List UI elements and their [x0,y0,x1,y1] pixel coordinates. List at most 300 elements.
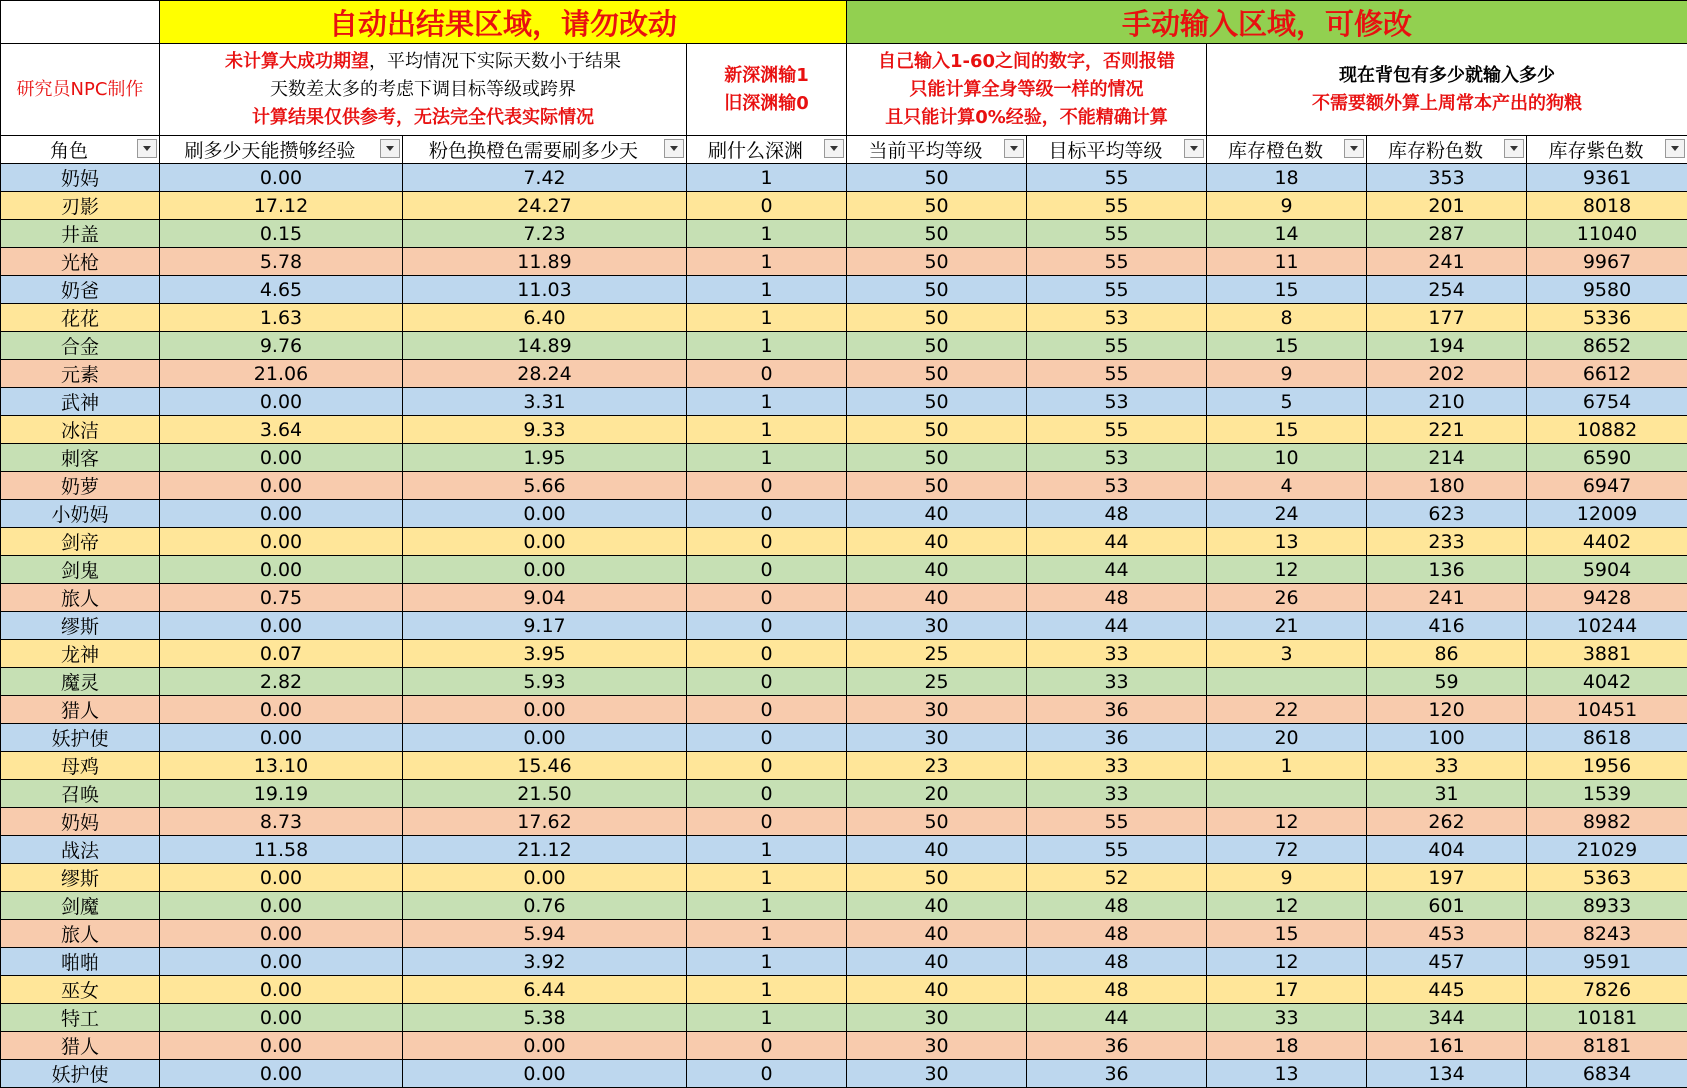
target-level-cell[interactable]: 33 [1027,640,1207,668]
pink-to-orange-days-cell[interactable]: 0.00 [403,500,687,528]
current-level-cell[interactable]: 30 [847,1060,1027,1088]
orange-stock-cell[interactable]: 15 [1207,416,1367,444]
character-name-cell[interactable]: 旅人 [1,920,160,948]
target-level-cell[interactable]: 53 [1027,444,1207,472]
purple-stock-cell[interactable]: 8181 [1527,1032,1687,1060]
abyss-type-cell[interactable]: 1 [687,332,847,360]
character-name-cell[interactable]: 剑魔 [1,892,160,920]
pink-stock-cell[interactable]: 233 [1367,528,1527,556]
pink-to-orange-days-cell[interactable]: 0.76 [403,892,687,920]
target-level-cell[interactable]: 55 [1027,332,1207,360]
orange-stock-cell[interactable]: 12 [1207,808,1367,836]
level-note[interactable] [847,44,1207,136]
days-for-exp-cell[interactable]: 0.00 [160,696,403,724]
days-for-exp-cell[interactable]: 17.12 [160,192,403,220]
abyss-type-cell[interactable]: 1 [687,416,847,444]
orange-stock-cell[interactable]: 15 [1207,332,1367,360]
days-for-exp-cell[interactable]: 0.00 [160,1004,403,1032]
abyss-type-cell[interactable]: 0 [687,1032,847,1060]
filter-dropdown-icon[interactable] [380,139,400,158]
days-for-exp-cell[interactable]: 19.19 [160,780,403,808]
orange-stock-cell[interactable]: 1 [1207,752,1367,780]
pink-stock-cell[interactable]: 197 [1367,864,1527,892]
orange-stock-cell[interactable] [1207,780,1367,808]
column-header[interactable] [1367,136,1527,164]
purple-stock-cell[interactable]: 8618 [1527,724,1687,752]
column-header[interactable] [1207,136,1367,164]
pink-stock-cell[interactable]: 623 [1367,500,1527,528]
pink-to-orange-days-cell[interactable]: 0.00 [403,724,687,752]
pink-to-orange-days-cell[interactable]: 24.27 [403,192,687,220]
current-level-cell[interactable]: 50 [847,864,1027,892]
days-for-exp-cell[interactable]: 0.00 [160,444,403,472]
orange-stock-cell[interactable]: 15 [1207,920,1367,948]
purple-stock-cell[interactable]: 4042 [1527,668,1687,696]
purple-stock-cell[interactable]: 10244 [1527,612,1687,640]
pink-stock-cell[interactable]: 177 [1367,304,1527,332]
purple-stock-cell[interactable]: 7826 [1527,976,1687,1004]
orange-stock-cell[interactable]: 12 [1207,892,1367,920]
current-level-cell[interactable]: 50 [847,220,1027,248]
character-name-cell[interactable]: 召唤 [1,780,160,808]
character-name-cell[interactable]: 奶妈 [1,164,160,192]
pink-to-orange-days-cell[interactable]: 5.93 [403,668,687,696]
current-level-cell[interactable]: 50 [847,164,1027,192]
pink-to-orange-days-cell[interactable]: 0.00 [403,1032,687,1060]
current-level-cell[interactable]: 50 [847,472,1027,500]
pink-stock-cell[interactable]: 180 [1367,472,1527,500]
character-name-cell[interactable]: 剑帝 [1,528,160,556]
orange-stock-cell[interactable]: 9 [1207,192,1367,220]
pink-stock-cell[interactable]: 221 [1367,416,1527,444]
days-for-exp-cell[interactable]: 0.00 [160,976,403,1004]
character-name-cell[interactable]: 奶爸 [1,276,160,304]
abyss-type-cell[interactable]: 1 [687,836,847,864]
purple-stock-cell[interactable]: 6612 [1527,360,1687,388]
filter-dropdown-icon[interactable] [1344,139,1364,158]
orange-stock-cell[interactable]: 12 [1207,948,1367,976]
filter-dropdown-icon[interactable] [1184,139,1204,158]
days-for-exp-cell[interactable]: 0.00 [160,724,403,752]
orange-stock-cell[interactable]: 18 [1207,1032,1367,1060]
orange-stock-cell[interactable]: 15 [1207,276,1367,304]
purple-stock-cell[interactable]: 5904 [1527,556,1687,584]
days-for-exp-cell[interactable]: 1.63 [160,304,403,332]
days-for-exp-cell[interactable]: 0.00 [160,948,403,976]
purple-stock-cell[interactable]: 6590 [1527,444,1687,472]
target-level-cell[interactable]: 44 [1027,612,1207,640]
target-level-cell[interactable]: 48 [1027,948,1207,976]
character-name-cell[interactable]: 特工 [1,1004,160,1032]
filter-dropdown-icon[interactable] [1504,139,1524,158]
current-level-cell[interactable]: 50 [847,388,1027,416]
purple-stock-cell[interactable]: 1956 [1527,752,1687,780]
current-level-cell[interactable]: 40 [847,892,1027,920]
pink-to-orange-days-cell[interactable]: 9.17 [403,612,687,640]
abyss-type-cell[interactable]: 1 [687,948,847,976]
abyss-note[interactable] [687,44,847,136]
days-for-exp-cell[interactable]: 9.76 [160,332,403,360]
pink-stock-cell[interactable]: 445 [1367,976,1527,1004]
pink-stock-cell[interactable]: 31 [1367,780,1527,808]
abyss-type-cell[interactable]: 0 [687,556,847,584]
target-level-cell[interactable]: 53 [1027,304,1207,332]
purple-stock-cell[interactable]: 8243 [1527,920,1687,948]
current-level-cell[interactable]: 50 [847,192,1027,220]
character-name-cell[interactable]: 猎人 [1,1032,160,1060]
pink-to-orange-days-cell[interactable]: 21.50 [403,780,687,808]
target-level-cell[interactable]: 48 [1027,892,1207,920]
character-name-cell[interactable]: 奶妈 [1,808,160,836]
purple-stock-cell[interactable]: 9580 [1527,276,1687,304]
purple-stock-cell[interactable]: 3881 [1527,640,1687,668]
abyss-type-cell[interactable]: 0 [687,808,847,836]
abyss-type-cell[interactable]: 0 [687,192,847,220]
days-for-exp-cell[interactable]: 0.00 [160,528,403,556]
target-level-cell[interactable]: 44 [1027,528,1207,556]
pink-stock-cell[interactable]: 134 [1367,1060,1527,1088]
character-name-cell[interactable]: 魔灵 [1,668,160,696]
days-for-exp-cell[interactable]: 11.58 [160,836,403,864]
current-level-cell[interactable]: 25 [847,640,1027,668]
filter-dropdown-icon[interactable] [1665,139,1685,158]
pink-to-orange-days-cell[interactable]: 14.89 [403,332,687,360]
manual-zone-title[interactable]: 手动输入区域，可修改 [847,1,1687,44]
pink-stock-cell[interactable]: 241 [1367,584,1527,612]
abyss-type-cell[interactable]: 0 [687,668,847,696]
pink-stock-cell[interactable]: 344 [1367,1004,1527,1032]
pink-to-orange-days-cell[interactable]: 11.89 [403,248,687,276]
pink-stock-cell[interactable]: 202 [1367,360,1527,388]
character-name-cell[interactable]: 光枪 [1,248,160,276]
pink-stock-cell[interactable]: 59 [1367,668,1527,696]
pink-to-orange-days-cell[interactable]: 21.12 [403,836,687,864]
pink-to-orange-days-cell[interactable]: 9.33 [403,416,687,444]
target-level-cell[interactable]: 36 [1027,724,1207,752]
target-level-cell[interactable]: 55 [1027,360,1207,388]
abyss-type-cell[interactable]: 0 [687,1060,847,1088]
days-for-exp-cell[interactable]: 0.15 [160,220,403,248]
target-level-cell[interactable]: 53 [1027,388,1207,416]
purple-stock-cell[interactable]: 11040 [1527,220,1687,248]
purple-stock-cell[interactable]: 5363 [1527,864,1687,892]
current-level-cell[interactable]: 30 [847,612,1027,640]
orange-stock-cell[interactable]: 13 [1207,528,1367,556]
current-level-cell[interactable]: 30 [847,696,1027,724]
orange-stock-cell[interactable] [1207,668,1367,696]
character-name-cell[interactable]: 旅人 [1,584,160,612]
orange-stock-cell[interactable]: 13 [1207,1060,1367,1088]
target-level-cell[interactable]: 48 [1027,500,1207,528]
days-for-exp-cell[interactable]: 0.00 [160,1032,403,1060]
purple-stock-cell[interactable]: 9428 [1527,584,1687,612]
pink-to-orange-days-cell[interactable]: 15.46 [403,752,687,780]
filter-dropdown-icon[interactable] [664,139,684,158]
character-name-cell[interactable]: 小奶妈 [1,500,160,528]
abyss-type-cell[interactable]: 0 [687,752,847,780]
orange-stock-cell[interactable]: 10 [1207,444,1367,472]
purple-stock-cell[interactable]: 9361 [1527,164,1687,192]
purple-stock-cell[interactable]: 8982 [1527,808,1687,836]
filter-dropdown-icon[interactable] [824,139,844,158]
pink-stock-cell[interactable]: 416 [1367,612,1527,640]
current-level-cell[interactable]: 40 [847,556,1027,584]
purple-stock-cell[interactable]: 12009 [1527,500,1687,528]
auto-zone-note[interactable] [160,44,687,136]
current-level-cell[interactable]: 20 [847,780,1027,808]
auto-zone-title[interactable]: 自动出结果区域，请勿改动 [160,1,847,44]
orange-stock-cell[interactable]: 14 [1207,220,1367,248]
pink-to-orange-days-cell[interactable]: 3.92 [403,948,687,976]
target-level-cell[interactable]: 52 [1027,864,1207,892]
purple-stock-cell[interactable]: 8018 [1527,192,1687,220]
current-level-cell[interactable]: 40 [847,528,1027,556]
character-name-cell[interactable]: 刃影 [1,192,160,220]
character-name-cell[interactable]: 缪斯 [1,864,160,892]
character-name-cell[interactable]: 花花 [1,304,160,332]
pink-to-orange-days-cell[interactable]: 9.04 [403,584,687,612]
current-level-cell[interactable]: 50 [847,332,1027,360]
abyss-type-cell[interactable]: 0 [687,696,847,724]
purple-stock-cell[interactable]: 6834 [1527,1060,1687,1088]
pink-to-orange-days-cell[interactable]: 3.95 [403,640,687,668]
character-name-cell[interactable]: 猎人 [1,696,160,724]
current-level-cell[interactable]: 40 [847,584,1027,612]
current-level-cell[interactable]: 50 [847,276,1027,304]
current-level-cell[interactable]: 40 [847,836,1027,864]
orange-stock-cell[interactable]: 26 [1207,584,1367,612]
column-header[interactable] [1527,136,1687,164]
abyss-type-cell[interactable]: 0 [687,500,847,528]
pink-to-orange-days-cell[interactable]: 5.38 [403,1004,687,1032]
abyss-type-cell[interactable]: 1 [687,976,847,1004]
character-name-cell[interactable]: 奶萝 [1,472,160,500]
pink-to-orange-days-cell[interactable]: 5.66 [403,472,687,500]
current-level-cell[interactable]: 50 [847,304,1027,332]
days-for-exp-cell[interactable]: 13.10 [160,752,403,780]
target-level-cell[interactable]: 55 [1027,248,1207,276]
purple-stock-cell[interactable]: 9591 [1527,948,1687,976]
target-level-cell[interactable]: 48 [1027,920,1207,948]
character-name-cell[interactable]: 元素 [1,360,160,388]
pink-to-orange-days-cell[interactable]: 11.03 [403,276,687,304]
days-for-exp-cell[interactable]: 0.00 [160,472,403,500]
abyss-type-cell[interactable]: 0 [687,780,847,808]
pink-stock-cell[interactable]: 136 [1367,556,1527,584]
column-header[interactable] [403,136,687,164]
target-level-cell[interactable]: 55 [1027,276,1207,304]
target-level-cell[interactable]: 33 [1027,668,1207,696]
current-level-cell[interactable]: 40 [847,920,1027,948]
target-level-cell[interactable]: 33 [1027,780,1207,808]
orange-stock-cell[interactable]: 20 [1207,724,1367,752]
current-level-cell[interactable]: 50 [847,416,1027,444]
days-for-exp-cell[interactable]: 5.78 [160,248,403,276]
pink-stock-cell[interactable]: 33 [1367,752,1527,780]
current-level-cell[interactable]: 30 [847,724,1027,752]
target-level-cell[interactable]: 36 [1027,1060,1207,1088]
filter-dropdown-icon[interactable] [137,139,157,158]
abyss-type-cell[interactable]: 1 [687,220,847,248]
pink-stock-cell[interactable]: 254 [1367,276,1527,304]
column-header[interactable] [160,136,403,164]
pink-stock-cell[interactable]: 161 [1367,1032,1527,1060]
current-level-cell[interactable]: 40 [847,976,1027,1004]
abyss-type-cell[interactable]: 1 [687,892,847,920]
orange-stock-cell[interactable]: 8 [1207,304,1367,332]
purple-stock-cell[interactable]: 8933 [1527,892,1687,920]
days-for-exp-cell[interactable]: 0.00 [160,892,403,920]
target-level-cell[interactable]: 55 [1027,192,1207,220]
pink-stock-cell[interactable]: 262 [1367,808,1527,836]
days-for-exp-cell[interactable]: 21.06 [160,360,403,388]
purple-stock-cell[interactable]: 8652 [1527,332,1687,360]
orange-stock-cell[interactable]: 9 [1207,864,1367,892]
pink-stock-cell[interactable]: 214 [1367,444,1527,472]
pink-stock-cell[interactable]: 404 [1367,836,1527,864]
pink-stock-cell[interactable]: 287 [1367,220,1527,248]
pink-stock-cell[interactable]: 353 [1367,164,1527,192]
abyss-type-cell[interactable]: 1 [687,444,847,472]
target-level-cell[interactable]: 36 [1027,696,1207,724]
days-for-exp-cell[interactable]: 3.64 [160,416,403,444]
pink-to-orange-days-cell[interactable]: 17.62 [403,808,687,836]
abyss-type-cell[interactable]: 1 [687,1004,847,1032]
character-name-cell[interactable]: 剑鬼 [1,556,160,584]
character-name-cell[interactable]: 巫女 [1,976,160,1004]
purple-stock-cell[interactable]: 6754 [1527,388,1687,416]
pink-stock-cell[interactable]: 120 [1367,696,1527,724]
orange-stock-cell[interactable]: 24 [1207,500,1367,528]
pink-to-orange-days-cell[interactable]: 0.00 [403,1060,687,1088]
days-for-exp-cell[interactable]: 0.00 [160,164,403,192]
character-name-cell[interactable]: 刺客 [1,444,160,472]
target-level-cell[interactable]: 53 [1027,472,1207,500]
character-name-cell[interactable]: 龙神 [1,640,160,668]
character-name-cell[interactable]: 武神 [1,388,160,416]
pink-stock-cell[interactable]: 601 [1367,892,1527,920]
character-name-cell[interactable]: 合金 [1,332,160,360]
current-level-cell[interactable]: 23 [847,752,1027,780]
abyss-type-cell[interactable]: 0 [687,360,847,388]
pink-to-orange-days-cell[interactable]: 7.23 [403,220,687,248]
current-level-cell[interactable]: 50 [847,444,1027,472]
orange-stock-cell[interactable]: 9 [1207,360,1367,388]
abyss-type-cell[interactable]: 1 [687,920,847,948]
abyss-type-cell[interactable]: 0 [687,472,847,500]
abyss-type-cell[interactable]: 1 [687,164,847,192]
character-name-cell[interactable]: 啪啪 [1,948,160,976]
target-level-cell[interactable]: 55 [1027,416,1207,444]
purple-stock-cell[interactable]: 9967 [1527,248,1687,276]
column-header[interactable] [847,136,1027,164]
target-level-cell[interactable]: 55 [1027,808,1207,836]
target-level-cell[interactable]: 44 [1027,1004,1207,1032]
column-header[interactable] [1,136,160,164]
column-header[interactable] [687,136,847,164]
pink-stock-cell[interactable]: 86 [1367,640,1527,668]
days-for-exp-cell[interactable]: 0.00 [160,388,403,416]
character-name-cell[interactable]: 妖护使 [1,724,160,752]
purple-stock-cell[interactable]: 5336 [1527,304,1687,332]
column-header[interactable] [1027,136,1207,164]
pink-stock-cell[interactable]: 453 [1367,920,1527,948]
character-name-cell[interactable]: 井盖 [1,220,160,248]
days-for-exp-cell[interactable]: 4.65 [160,276,403,304]
pink-to-orange-days-cell[interactable]: 1.95 [403,444,687,472]
abyss-type-cell[interactable]: 0 [687,528,847,556]
pink-stock-cell[interactable]: 194 [1367,332,1527,360]
pink-stock-cell[interactable]: 201 [1367,192,1527,220]
pink-to-orange-days-cell[interactable]: 6.40 [403,304,687,332]
pink-stock-cell[interactable]: 100 [1367,724,1527,752]
current-level-cell[interactable]: 50 [847,360,1027,388]
stock-note[interactable] [1207,44,1687,136]
purple-stock-cell[interactable]: 21029 [1527,836,1687,864]
orange-stock-cell[interactable]: 22 [1207,696,1367,724]
pink-to-orange-days-cell[interactable]: 0.00 [403,864,687,892]
target-level-cell[interactable]: 44 [1027,556,1207,584]
days-for-exp-cell[interactable]: 0.07 [160,640,403,668]
target-level-cell[interactable]: 36 [1027,1032,1207,1060]
blank-cell[interactable] [1,1,160,44]
orange-stock-cell[interactable]: 4 [1207,472,1367,500]
abyss-type-cell[interactable]: 1 [687,248,847,276]
days-for-exp-cell[interactable]: 0.00 [160,612,403,640]
character-name-cell[interactable]: 妖护使 [1,1060,160,1088]
target-level-cell[interactable]: 33 [1027,752,1207,780]
purple-stock-cell[interactable]: 10181 [1527,1004,1687,1032]
filter-dropdown-icon[interactable] [1004,139,1024,158]
target-level-cell[interactable]: 55 [1027,220,1207,248]
purple-stock-cell[interactable]: 10882 [1527,416,1687,444]
abyss-type-cell[interactable]: 1 [687,388,847,416]
orange-stock-cell[interactable]: 5 [1207,388,1367,416]
days-for-exp-cell[interactable]: 2.82 [160,668,403,696]
pink-to-orange-days-cell[interactable]: 28.24 [403,360,687,388]
current-level-cell[interactable]: 30 [847,1032,1027,1060]
current-level-cell[interactable]: 25 [847,668,1027,696]
current-level-cell[interactable]: 30 [847,1004,1027,1032]
days-for-exp-cell[interactable]: 0.00 [160,1060,403,1088]
target-level-cell[interactable]: 55 [1027,164,1207,192]
pink-to-orange-days-cell[interactable]: 0.00 [403,696,687,724]
character-name-cell[interactable]: 冰洁 [1,416,160,444]
pink-to-orange-days-cell[interactable]: 6.44 [403,976,687,1004]
days-for-exp-cell[interactable]: 0.00 [160,864,403,892]
abyss-type-cell[interactable]: 1 [687,276,847,304]
current-level-cell[interactable]: 40 [847,500,1027,528]
days-for-exp-cell[interactable]: 0.75 [160,584,403,612]
abyss-type-cell[interactable]: 0 [687,584,847,612]
current-level-cell[interactable]: 40 [847,948,1027,976]
days-for-exp-cell[interactable]: 8.73 [160,808,403,836]
purple-stock-cell[interactable]: 1539 [1527,780,1687,808]
character-name-cell[interactable]: 缪斯 [1,612,160,640]
abyss-type-cell[interactable]: 0 [687,640,847,668]
orange-stock-cell[interactable]: 72 [1207,836,1367,864]
orange-stock-cell[interactable]: 33 [1207,1004,1367,1032]
orange-stock-cell[interactable]: 17 [1207,976,1367,1004]
pink-to-orange-days-cell[interactable]: 7.42 [403,164,687,192]
pink-to-orange-days-cell[interactable]: 0.00 [403,556,687,584]
days-for-exp-cell[interactable]: 0.00 [160,500,403,528]
character-name-cell[interactable]: 母鸡 [1,752,160,780]
current-level-cell[interactable]: 50 [847,808,1027,836]
abyss-type-cell[interactable]: 0 [687,724,847,752]
purple-stock-cell[interactable]: 6947 [1527,472,1687,500]
author-credit[interactable]: 研究员NPC制作 [1,44,160,136]
